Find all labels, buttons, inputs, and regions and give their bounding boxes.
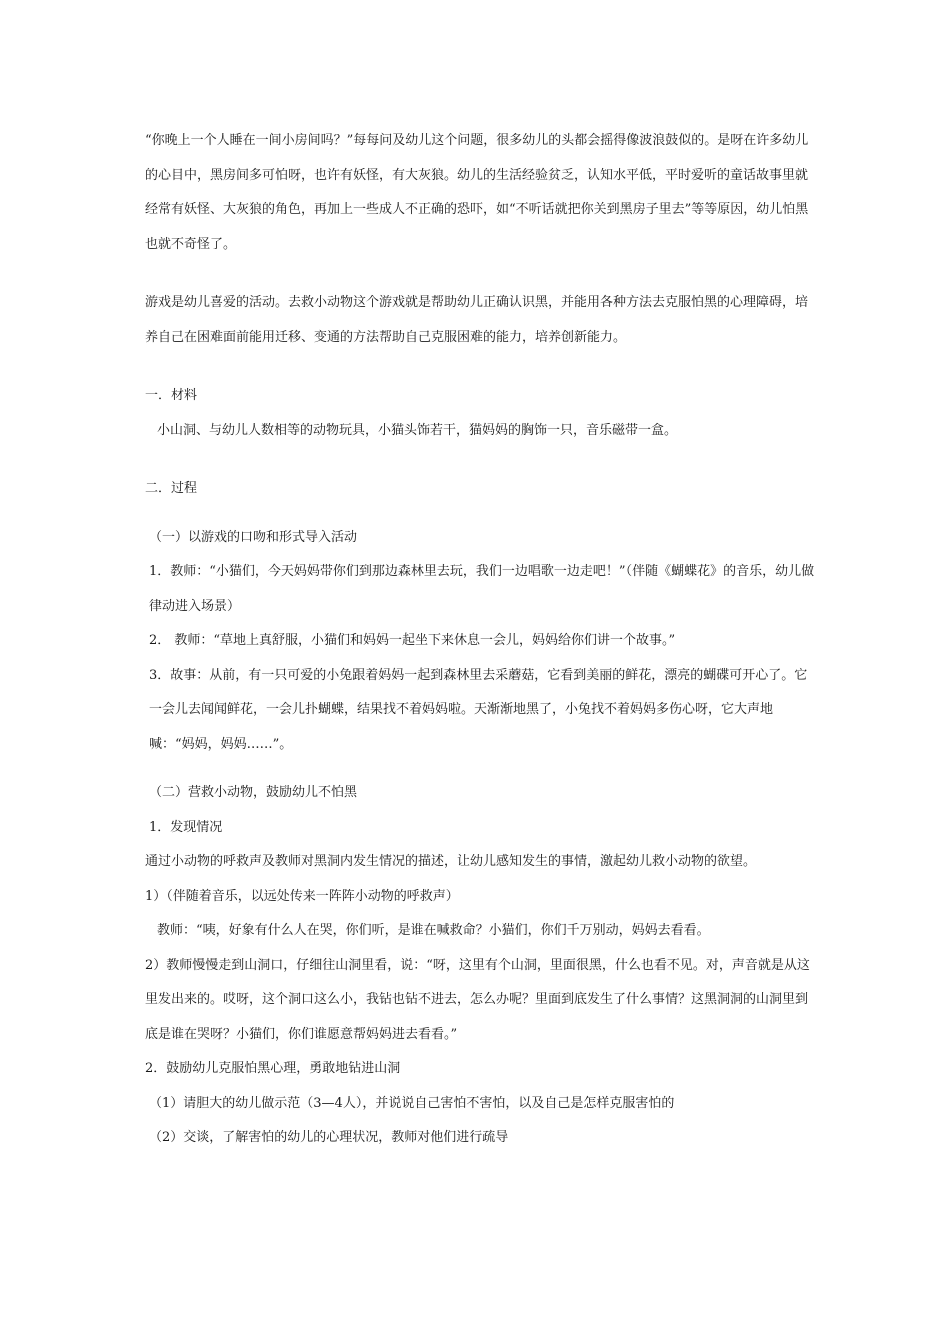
part-2-sub-2-item-1: （1）请胆大的幼儿做示范（3—4人），并说说自己害怕不害怕，以及自己是怎样克服害怕的: [149, 1095, 675, 1111]
part-1-step-2: 2． 教师：“草地上真舒服，小猫们和妈妈一起坐下来休息一会儿，妈妈给你们讲一个故事。”: [149, 633, 676, 648]
part-1-heading: （一）以游戏的口吻和形式导入活动: [149, 529, 358, 545]
section-2-heading: 二．过程: [145, 481, 198, 496]
section-1-heading: 一．材料: [145, 388, 198, 403]
part-2-sub-1-text: 通过小动物的呼救声及教师对黑洞内发生情况的描述，让幼儿感知发生的事情，激起幼儿救小动物的欲望。: [145, 854, 757, 869]
part-2-item-1-teacher: 教师：“咦，好象有什么人在哭，你们听，是谁在喊救命？小猫们，你们千万别动，妈妈去看看。: [157, 923, 710, 938]
part-2-sub-2-item-2: （2）交谈，了解害怕的幼儿的心理状况，教师对他们进行疏导: [149, 1130, 509, 1145]
part-2-item-2: 2）教师慢慢走到山洞口，仔细往山洞里看，说：“呀，这里有个山洞，里面很黑，什么也看不见。对，声音就是从这里发出来的。哎呀，这个洞口这么小，我钻也钻不进去，怎么办呢？里面到底发生了什么事情？这黑洞洞的山洞里到底是谁在哭呀？小猫们，你们谁愿意帮妈妈进去看看。”: [145, 957, 810, 1042]
part-2-heading: （二）营救小动物，鼓励幼儿不怕黑: [149, 785, 358, 800]
part-1-step-3: 3．故事：从前，有一只可爱的小兔跟着妈妈一起到森林里去采蘑菇，它看到美丽的鲜花，漂亮的蝴碟可开心了。它一会儿去闻闻鲜花，一会儿扑蝴蝶，结果找不着妈妈啦。天渐渐地黑了，小兔找不着妈妈多伤心呀，它大声地喊：“妈妈，妈妈……”。: [149, 667, 808, 752]
part-2-sub-1: 1．发现情况: [149, 819, 223, 835]
document-body: [145, 124, 817, 1156]
intro-paragraph-1: “你晚上一个人睡在一间小房间吗？”每每问及幼儿这个问题，很多幼儿的头都会摇得像波浪鼓似的。是呀在许多幼儿的心目中，黑房间多可怕呀，也许有妖怪，有大灰狼。幼儿的生活经验贫乏，认知水平低，平时爱听的童话故事里就经常有妖怪、大灰狼的角色，再加上一些成人不正确的恐吓，如“不听话就把你关到黑房子里去”等等原因，幼儿怕黑也就不奇怪了。: [145, 133, 809, 252]
part-2-item-1: 1）（伴随着音乐，以远处传来一阵阵小动物的呼救声）: [145, 888, 459, 904]
section-1-text: 小山洞、与幼儿人数相等的动物玩具，小猫头饰若干，猫妈妈的胸饰一只，音乐磁带一盒。: [157, 422, 678, 438]
part-1-step-1: 1．教师：“小猫们，今天妈妈带你们到那边森林里去玩，我们一边唱歌一边走吧！”（伴随《蝴蝶花》的音乐，幼儿做律动进入场景）: [149, 564, 815, 614]
intro-paragraph-2: 游戏是幼儿喜爱的活动。去救小动物这个游戏就是帮助幼儿正确认识黑，并能用各种方法去克服怕黑的心理障碍，培养自己在困难面前能用迁移、变通的方法帮助自己克服困难的能力，培养创新能力。: [145, 295, 809, 345]
part-2-sub-2: 2．鼓励幼儿克服怕黑心理，勇敢地钻进山洞: [145, 1061, 401, 1076]
